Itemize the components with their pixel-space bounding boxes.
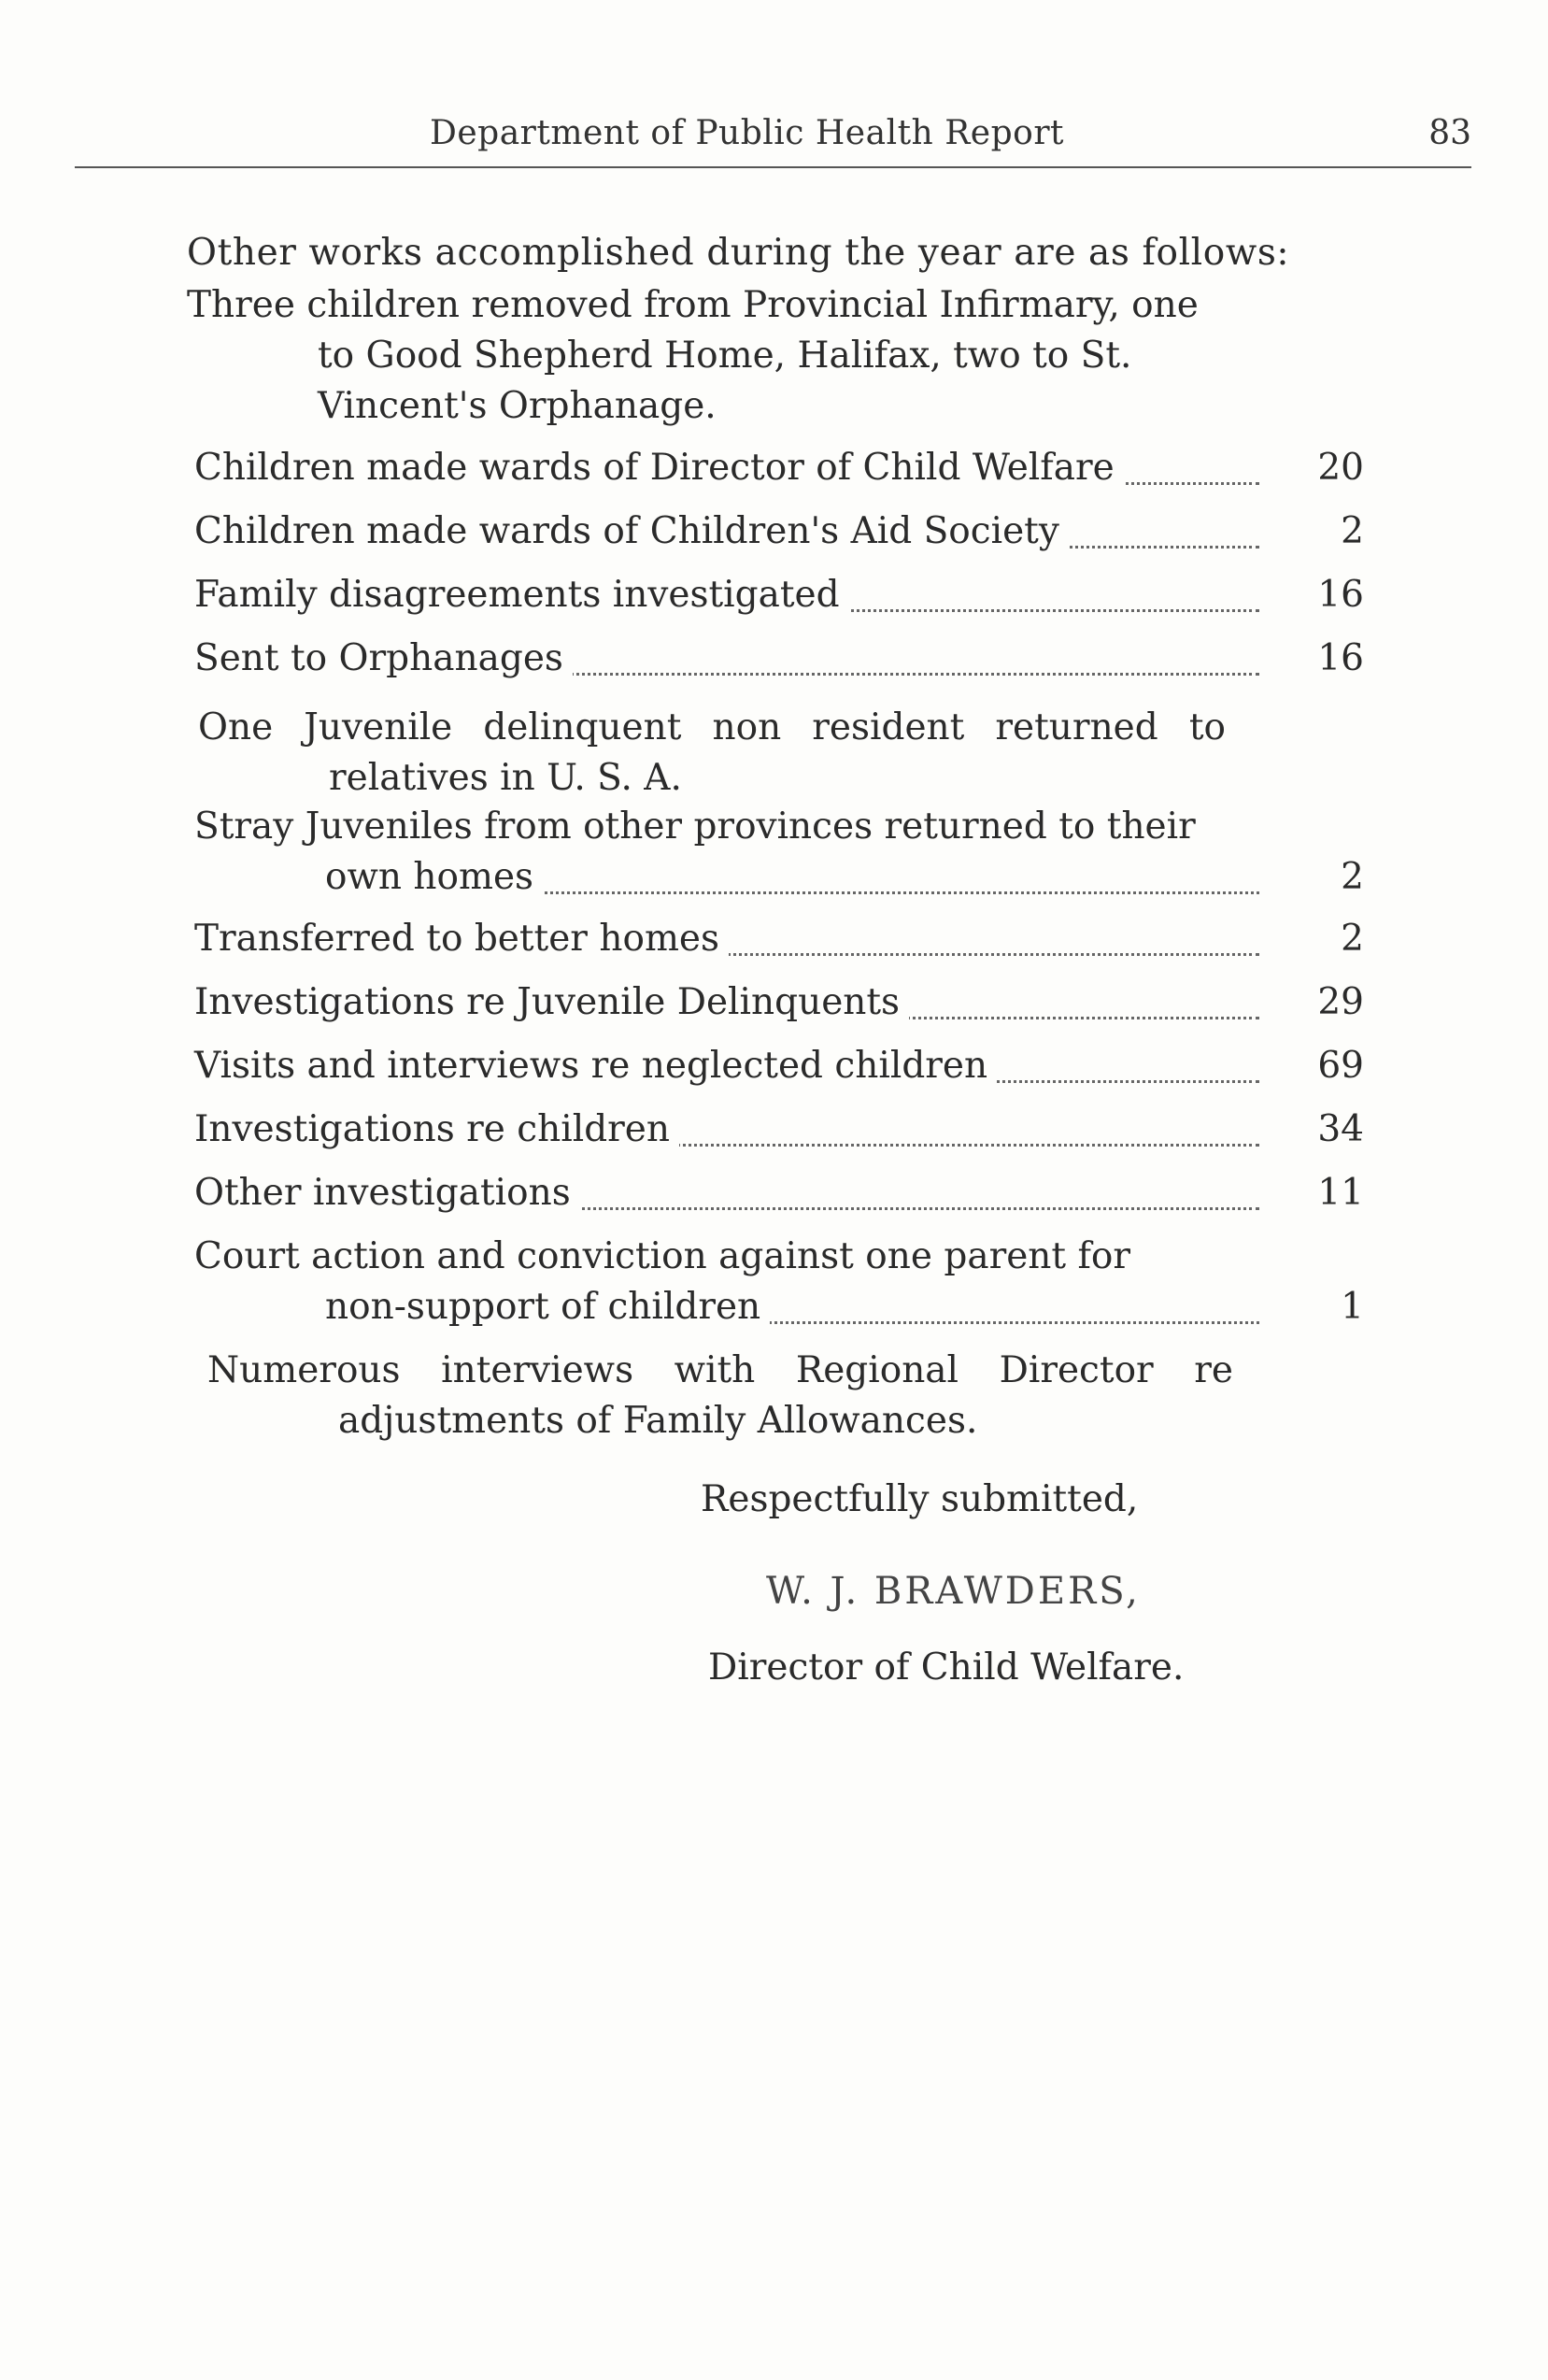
word: Court bbox=[194, 1235, 300, 1277]
entry-value: 2 bbox=[1341, 510, 1364, 552]
paragraph-numerous bbox=[207, 1346, 1233, 1447]
entry-label: Family disagreements investigated bbox=[194, 574, 849, 616]
list-item bbox=[194, 447, 1364, 499]
entry-label: Transferred to better homes bbox=[194, 918, 729, 960]
list-item bbox=[194, 510, 1364, 563]
entry-label: Other investigations bbox=[194, 1172, 580, 1214]
entry-value: 16 bbox=[1317, 637, 1364, 679]
word: returned bbox=[995, 706, 1158, 748]
list-item-stray bbox=[194, 805, 1364, 908]
word: action bbox=[311, 1235, 426, 1277]
word: Director bbox=[999, 1349, 1154, 1391]
word: with bbox=[674, 1349, 756, 1391]
justified-line bbox=[198, 703, 1226, 753]
entry-first-line: Stray Juveniles from other provinces returned to their bbox=[194, 805, 1196, 848]
entry-second-line bbox=[194, 856, 1364, 908]
justified-line bbox=[194, 1235, 1222, 1286]
entry-value: 16 bbox=[1317, 574, 1364, 616]
entry-value: 2 bbox=[1341, 856, 1364, 898]
word: to bbox=[1188, 706, 1226, 748]
entry-label: Children made wards of Children's Aid Society bbox=[194, 510, 1069, 552]
word: resident bbox=[812, 706, 965, 748]
page-header bbox=[75, 110, 1471, 168]
entry-label: Children made wards of Director of Child Welfare bbox=[194, 447, 1124, 489]
header-title: Department of Public Health Report bbox=[430, 114, 1064, 152]
word: parent bbox=[944, 1235, 1067, 1277]
word: one bbox=[865, 1235, 932, 1277]
closing-salutation: Respectfully submitted, bbox=[701, 1478, 1139, 1520]
paragraph-line: to Good Shepherd Home, Halifax, two to St. bbox=[318, 335, 1132, 377]
word: Juvenile bbox=[304, 706, 453, 748]
list-item bbox=[194, 1108, 1364, 1161]
entry-value: 20 bbox=[1317, 447, 1364, 489]
word: Numerous bbox=[207, 1349, 401, 1391]
word: re bbox=[1194, 1349, 1233, 1391]
signature: W. J. BRAWDERS, bbox=[766, 1570, 1141, 1613]
signatory-title: Director of Child Welfare. bbox=[708, 1646, 1185, 1689]
word: and bbox=[436, 1235, 505, 1277]
entry-value: 29 bbox=[1317, 981, 1364, 1023]
paragraph-line: adjustments of Family Allowances. bbox=[338, 1400, 978, 1442]
entry-label: Investigations re Juvenile Delinquents bbox=[194, 981, 909, 1023]
entry-second-line bbox=[194, 1286, 1364, 1338]
list-item bbox=[194, 1045, 1364, 1097]
word: conviction bbox=[517, 1235, 707, 1277]
list-item-court bbox=[194, 1235, 1364, 1338]
word: Regional bbox=[795, 1349, 959, 1391]
entry-value: 34 bbox=[1317, 1108, 1364, 1150]
word: against bbox=[718, 1235, 854, 1277]
word: interviews bbox=[441, 1349, 634, 1391]
entry-value: 1 bbox=[1341, 1286, 1364, 1328]
paragraph-line: Vincent's Orphanage. bbox=[318, 385, 717, 427]
paragraph-infirmary bbox=[187, 280, 1199, 432]
page-number: 83 bbox=[1428, 114, 1471, 152]
entry-value: 11 bbox=[1317, 1172, 1364, 1214]
justified-line bbox=[207, 1346, 1233, 1396]
list-item bbox=[194, 981, 1364, 1033]
word: delinquent bbox=[483, 706, 682, 748]
word: One bbox=[198, 706, 274, 748]
list-item bbox=[194, 637, 1364, 690]
intro-line: Other works accomplished during the year are as follows: bbox=[187, 232, 1290, 274]
paragraph-juvenile bbox=[198, 703, 1226, 804]
entry-label: non-support of children bbox=[325, 1286, 770, 1328]
paragraph-line: Three children removed from Provincial Infirmary, one bbox=[187, 284, 1199, 326]
list-item bbox=[194, 574, 1364, 626]
paragraph-line: relatives in U. S. A. bbox=[329, 757, 682, 799]
entry-label: own homes bbox=[325, 856, 543, 898]
entry-label: Investigations re children bbox=[194, 1108, 679, 1150]
list-item bbox=[194, 918, 1364, 970]
word: non bbox=[712, 706, 782, 748]
list-item bbox=[194, 1172, 1364, 1224]
entry-value: 69 bbox=[1317, 1045, 1364, 1087]
entry-label: Visits and interviews re neglected children bbox=[194, 1045, 997, 1087]
entry-label: Sent to Orphanages bbox=[194, 637, 573, 679]
word: for bbox=[1077, 1235, 1131, 1277]
entry-value: 2 bbox=[1341, 918, 1364, 960]
